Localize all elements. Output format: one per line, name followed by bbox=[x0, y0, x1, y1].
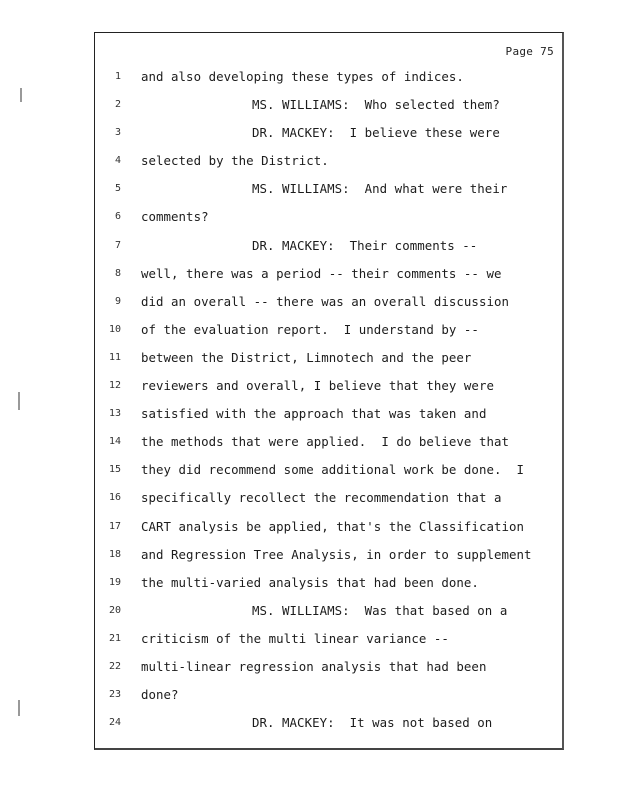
transcript-page bbox=[94, 32, 564, 750]
line-text: MS. WILLIAMS: Was that based on a bbox=[252, 602, 508, 618]
transcript-line bbox=[95, 344, 562, 372]
transcript-line bbox=[95, 513, 562, 541]
line-text: they did recommend some additional work be done. I bbox=[141, 462, 524, 478]
line-number: 15 bbox=[108, 464, 121, 476]
transcript-line bbox=[95, 484, 562, 512]
line-text: DR. MACKEY: I believe these were bbox=[252, 125, 500, 141]
line-text: done? bbox=[141, 687, 179, 703]
line-number: 3 bbox=[114, 127, 121, 139]
transcript-line bbox=[95, 569, 562, 597]
transcript-line bbox=[95, 428, 562, 456]
transcript-line bbox=[95, 147, 562, 175]
transcript-line bbox=[95, 456, 562, 484]
line-number: 24 bbox=[108, 717, 121, 729]
line-text: CART analysis be applied, that's the Classification bbox=[141, 518, 524, 534]
line-text: specifically recollect the recommendation that a bbox=[141, 490, 502, 506]
line-number: 13 bbox=[108, 408, 121, 420]
line-text: comments? bbox=[141, 209, 209, 225]
line-text: between the District, Limnotech and the peer bbox=[141, 349, 472, 365]
line-text: and also developing these types of indices. bbox=[141, 69, 464, 84]
transcript-line bbox=[95, 316, 562, 344]
scan-mark-top bbox=[20, 88, 22, 102]
line-text: the methods that were applied. I do believe that bbox=[141, 434, 509, 450]
transcript-lines bbox=[95, 63, 562, 737]
line-text: DR. MACKEY: Their comments -- bbox=[252, 237, 478, 253]
line-number: 12 bbox=[108, 380, 121, 392]
line-number: 4 bbox=[114, 155, 121, 167]
line-text: well, there was a period -- their comments -- we bbox=[141, 265, 502, 281]
page-number: Page 75 bbox=[505, 45, 554, 58]
line-number: 10 bbox=[108, 323, 121, 335]
transcript-line bbox=[95, 597, 562, 625]
line-text: and Regression Tree Analysis, in order to supplement bbox=[141, 546, 532, 562]
line-number: 2 bbox=[114, 99, 121, 111]
transcript-line bbox=[95, 625, 562, 653]
line-number: 19 bbox=[108, 576, 121, 588]
scan-mark-middle bbox=[18, 392, 20, 410]
transcript-line bbox=[95, 288, 562, 316]
transcript-line bbox=[95, 653, 562, 681]
transcript-line bbox=[95, 175, 562, 203]
line-text: satisfied with the approach that was taken and bbox=[141, 406, 487, 422]
line-number: 23 bbox=[108, 689, 121, 701]
line-text: selected by the District. bbox=[141, 153, 329, 169]
line-text: MS. WILLIAMS: And what were their bbox=[252, 181, 508, 197]
transcript-line bbox=[95, 541, 562, 569]
line-number: 1 bbox=[114, 71, 121, 82]
line-text: multi-linear regression analysis that had been bbox=[141, 658, 487, 674]
transcript-line bbox=[95, 91, 562, 119]
line-text: the multi-varied analysis that had been done. bbox=[141, 574, 479, 590]
transcript-line bbox=[95, 63, 562, 91]
transcript-line bbox=[95, 400, 562, 428]
line-number: 21 bbox=[108, 632, 121, 644]
line-number: 7 bbox=[114, 239, 121, 251]
line-text: of the evaluation report. I understand by -- bbox=[141, 321, 479, 337]
line-number: 5 bbox=[114, 183, 121, 195]
line-text: DR. MACKEY: It was not based on bbox=[252, 715, 493, 731]
scan-mark-bottom bbox=[18, 700, 20, 716]
line-number: 17 bbox=[108, 520, 121, 532]
line-number: 9 bbox=[114, 295, 121, 307]
line-text: did an overall -- there was an overall discussion bbox=[141, 293, 509, 309]
line-number: 20 bbox=[108, 604, 121, 616]
transcript-line bbox=[95, 681, 562, 709]
line-text: MS. WILLIAMS: Who selected them? bbox=[252, 97, 500, 113]
line-number: 22 bbox=[108, 660, 121, 672]
line-number: 11 bbox=[108, 351, 121, 363]
transcript-line bbox=[95, 260, 562, 288]
line-number: 8 bbox=[114, 267, 121, 279]
transcript-line bbox=[95, 372, 562, 400]
line-number: 6 bbox=[114, 211, 121, 223]
transcript-line bbox=[95, 232, 562, 260]
line-number: 18 bbox=[108, 548, 121, 560]
line-number: 16 bbox=[108, 492, 121, 504]
transcript-line bbox=[95, 203, 562, 231]
line-text: reviewers and overall, I believe that they were bbox=[141, 378, 494, 394]
transcript-line bbox=[95, 709, 562, 737]
line-text: criticism of the multi linear variance -- bbox=[141, 630, 449, 646]
line-number: 14 bbox=[108, 436, 121, 448]
transcript-line bbox=[95, 119, 562, 147]
